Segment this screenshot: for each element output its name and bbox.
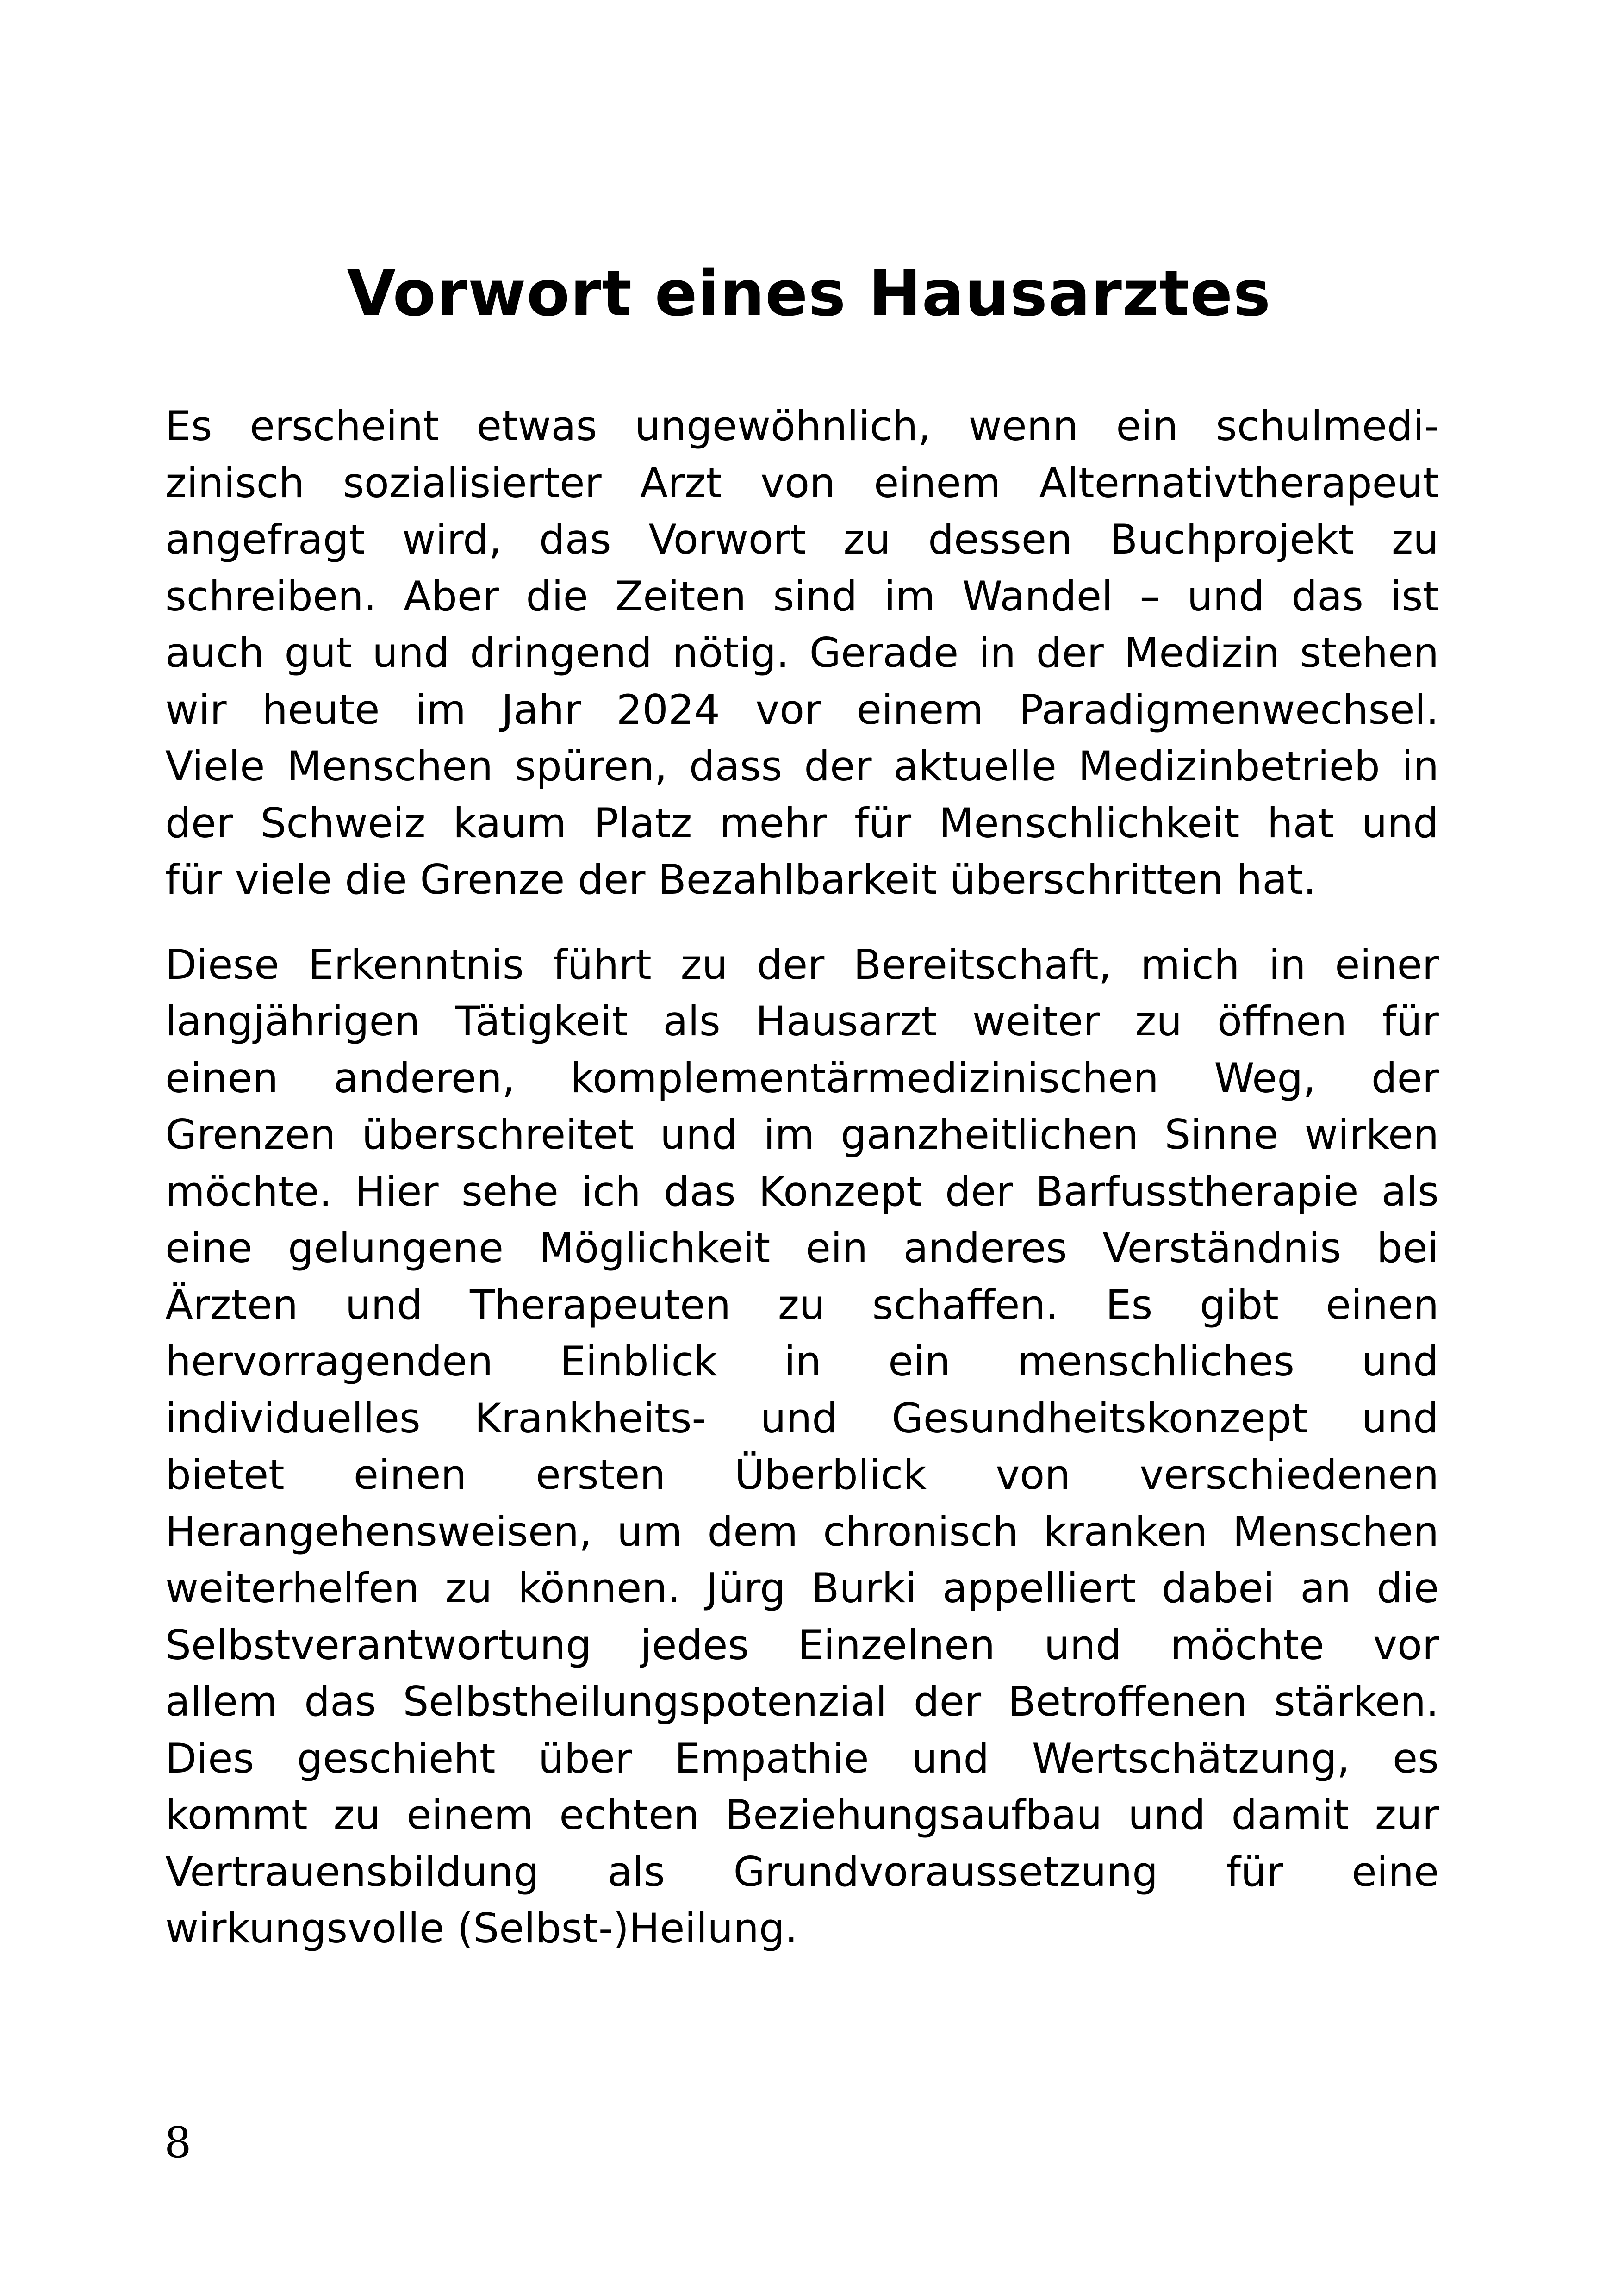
text-line: wir heute im Jahr 2024 vor einem Paradigmenwechsel. — [165, 685, 1439, 734]
text-line: Ärzten und Therapeuten zu schaffen. Es gibt einen — [165, 1281, 1439, 1329]
text-line: eine gelungene Möglichkeit ein anderes Verständnis bei — [165, 1224, 1439, 1272]
text-line: möchte. Hier sehe ich das Konzept der Barfusstherapie als — [165, 1167, 1439, 1215]
text-line: bietet einen ersten Überblick von verschiedenen — [165, 1451, 1439, 1499]
text-line: auch gut und dringend nötig. Gerade in der Medizin stehen — [165, 629, 1439, 677]
text-line: für viele die Grenze der Bezahlbarkeit überschritten hat. — [165, 856, 1316, 903]
page-title: Vorwort eines Hausarztes — [347, 257, 1271, 330]
text-line: Herangehensweisen, um dem chronisch kranken Menschen — [165, 1507, 1439, 1556]
text-line: Vertrauensbildung als Grundvoraussetzung für eine — [165, 1848, 1439, 1896]
text-line: langjährigen Tätigkeit als Hausarzt weiter zu öffnen für — [165, 997, 1439, 1045]
text-line: einen anderen, komplementärmedizinischen Weg, der — [165, 1054, 1439, 1102]
text-line: Diese Erkenntnis führt zu der Bereitschaft, mich in einer — [165, 940, 1439, 989]
text-line: Es erscheint etwas ungewöhnlich, wenn ein schulmedi- — [165, 402, 1439, 450]
body-text — [165, 398, 1439, 1957]
paragraph-1 — [165, 398, 1439, 908]
text-line: angefragt wird, das Vorwort zu dessen Buchprojekt zu — [165, 516, 1439, 563]
page-number: 8 — [164, 2118, 192, 2167]
text-line: weiterhelfen zu können. Jürg Burki appelliert dabei an die — [165, 1564, 1439, 1612]
text-line: individuelles Krankheits- und Gesundheitskonzept und — [165, 1394, 1439, 1442]
text-line: Selbstverantwortung jedes Einzelnen und möchte vor — [165, 1621, 1439, 1669]
text-line: wirkungsvolle (Selbst-)Heilung. — [165, 1904, 798, 1952]
text-line: der Schweiz kaum Platz mehr für Menschlichkeit hat und — [165, 799, 1439, 847]
text-line: Dies geschieht über Empathie und Wertschätzung, es — [165, 1734, 1439, 1782]
text-line: hervorragenden Einblick in ein menschliches und — [165, 1338, 1439, 1385]
text-line: zinisch sozialisierter Arzt von einem Alternativtherapeut — [165, 459, 1439, 507]
text-line: kommt zu einem echten Beziehungsaufbau und damit zur — [165, 1791, 1439, 1839]
text-line: Grenzen überschreitet und im ganzheitlichen Sinne wirken — [165, 1111, 1439, 1158]
text-line: Viele Menschen spüren, dass der aktuelle Medizinbetrieb in — [165, 742, 1439, 790]
paragraph-2 — [165, 937, 1439, 1957]
text-line: schreiben. Aber die Zeiten sind im Wandel – und das ist — [165, 572, 1439, 620]
text-line: allem das Selbstheilungspotenzial der Betroffenen stärken. — [165, 1678, 1439, 1725]
